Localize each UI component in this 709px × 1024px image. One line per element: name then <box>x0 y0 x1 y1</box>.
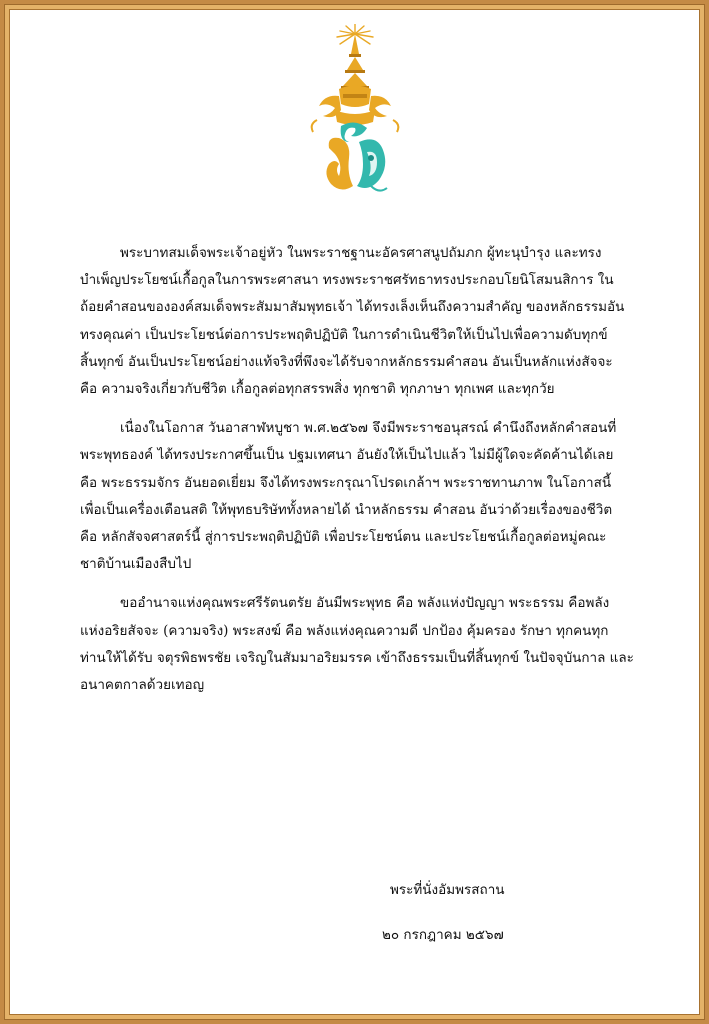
paragraph-2 <box>80 415 642 578</box>
signature-place: พระที่นั่งอัมพรสถาน <box>390 882 505 898</box>
paragraph-line: แห่งอริยสัจจะ (ความจริง) พระสงฆ์ คือ พลังแห่งคุณความดี ปกป้อง คุ้มครอง รักษา ทุกคนทุก <box>80 622 609 639</box>
paragraph-line: อนาคตกาลด้วยเทอญ <box>80 677 205 694</box>
paragraph-line: ถ้อยคำสอนขององค์สมเด็จพระสัมมาสัมพุทธเจ้า ได้ทรงเล็งเห็นถึงความสำคัญ ของหลักธรรมอัน <box>80 299 625 316</box>
paragraph-line: สิ้นทุกข์ อันเป็นประโยชน์อย่างแท้จริงที่พึงจะได้รับจากหลักธรรมคำสอน อันเป็นหลักแห่งสัจจะ <box>80 353 613 370</box>
letter-body <box>80 240 642 711</box>
paragraph-line: ท่านให้ได้รับ จตุรพิธพรชัย เจริญในสัมมาอริยมรรค เข้าถึงธรรมเป็นที่สิ้นทุกข์ ในปัจจุบันกาล และ <box>80 649 634 666</box>
signature-block <box>382 878 582 947</box>
royal-emblem-icon <box>305 24 405 196</box>
paragraph-line: เนื่องในโอกาส วันอาสาฬหบูชา พ.ศ.๒๕๖๗ จึงมีพระราชอนุสรณ์ คำนึงถึงหลักคำสอนที่ <box>120 420 617 437</box>
paragraph-1 <box>80 240 642 403</box>
paragraph-line: ทรงคุณค่า เป็นประโยชน์ต่อการประพฤติปฏิบัติ ในการดำเนินชีวิตให้เป็นไปเพื่อความดับทุกข์ <box>80 326 608 343</box>
paragraph-line: คือ พระธรรมจักร อันยอดเยี่ยม จึงได้ทรงพระกรุณาโปรดเกล้าฯ พระราชทานภาพ ในโอกาสนี้ <box>80 474 612 491</box>
paragraph-line: เพื่อเป็นเครื่องเตือนสติ ให้พุทธบริษัททั้งหลายได้ นำหลักธรรม คำสอน อันว่าด้วยเรื่องของชีวิต <box>80 501 613 518</box>
paragraph-line: คือ หลักสัจจศาสตร์นี้ สู่การประพฤติปฏิบัติ เพื่อประโยชน์ตน และประโยชน์เกื้อกูลต่อหมู่คณะ <box>80 529 607 546</box>
signature-date: ๒๐ กรกฎาคม ๒๕๖๗ <box>382 927 504 943</box>
paragraph-3 <box>80 590 642 699</box>
paragraph-line: ชาติบ้านเมืองสืบไป <box>80 556 192 573</box>
paragraph-line: บำเพ็ญประโยชน์เกื้อกูลในการพระศาสนา ทรงพระราชศรัทธาทรงประกอบโยนิโสมนสิการ ใน <box>80 272 614 289</box>
paragraph-line: คือ ความจริงเกี่ยวกับชีวิต เกื้อกูลต่อทุกสรรพสิ่ง ทุกชาติ ทุกภาษา ทุกเพศ และทุกวัย <box>80 381 555 398</box>
paragraph-line: ขออำนาจแห่งคุณพระศรีรัตนตรัย อันมีพระพุทธ คือ พลังแห่งปัญญา พระธรรม คือพลัง <box>120 595 610 612</box>
paragraph-line: พระบาทสมเด็จพระเจ้าอยู่หัว ในพระราชฐานะอัครศาสนูปถัมภก ผู้ทะนุบำรุง และทรง <box>120 245 602 261</box>
paragraph-line: พระพุทธองค์ ได้ทรงประกาศขึ้นเป็น ปฐมเทศนา อันยังให้เป็นไปแล้ว ไม่มีผู้ใดจะคัดค้านได้เลย <box>80 447 614 464</box>
